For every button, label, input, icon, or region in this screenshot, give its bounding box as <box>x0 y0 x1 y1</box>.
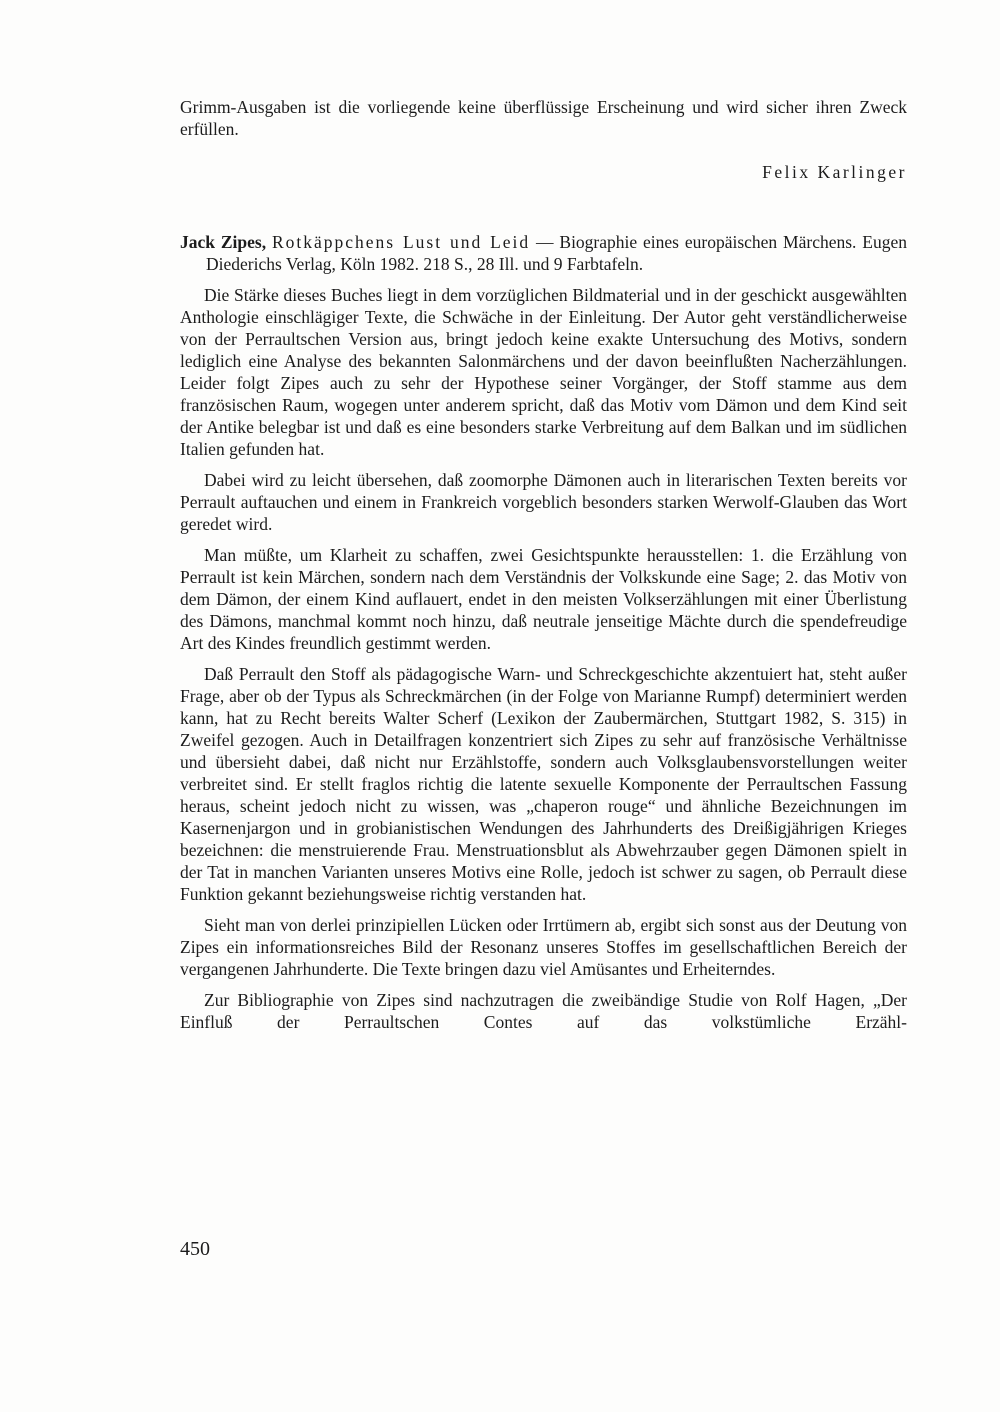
reviewer-signature: Felix Karlinger <box>762 162 907 182</box>
review-book-title: Rotkäppchens Lust und Leid <box>271 232 531 252</box>
review-author: Jack Zipes, <box>180 232 267 252</box>
review-heading <box>180 231 907 275</box>
page-number: 450 <box>180 1238 210 1260</box>
text-block <box>180 96 907 1033</box>
review-paragraph-2: Dabei wird zu leicht übersehen, daß zoomorphe Dämonen auch in literarischen Texten bereits vor Perrault auftauchen und einem in Frankreich vorgeblich besonders starken Werwolf-Glauben das Wort geredet wird. <box>180 470 907 534</box>
review-paragraph-1: Die Stärke dieses Buches liegt in dem vorzüglichen Bildmaterial und in der geschickt ausgewählten Anthologie einschlägiger Texte, die Schwäche in der Einleitung. Der Autor geht verständlicherweise von der Perraultschen Version aus, bringt jedoch keine exakte Untersuchung des Motivs, sondern lediglich eine Analyse des bekannten Salonmärchens und der davon beeinflußten Nacherzählungen. Leider folgt Zipes auch zu sehr der Hypothese seiner Vorgänger, der Stoff stamme aus dem französischen Raum, wogegen unter anderem spricht, daß das Motiv vom Dämon und dem Kind seit der Antike belegbar ist und daß es eine besonders starke Verbreitung auf dem Balkan und im südlichen Italien gefunden hat. <box>180 285 907 459</box>
review-paragraph-4: Daß Perrault den Stoff als pädagogische Warn- und Schreckgeschichte akzentuiert hat, steht außer Frage, aber ob der Typus als Schreckmärchen (in der Folge von Marianne Rumpf) determiniert werden kann, hat zu Recht bereits Walter Scherf (Lexikon der Zaubermärchen, Stuttgart 1982, S. 315) in Zweifel gezogen. Auch in Detailfragen konzentriert sich Zipes zu sehr auf französische Verhältnisse und übersieht dabei, daß nicht nur Erzählstoffe, sondern auch Volksglaubensvorstellungen weiter verbreitet sind. Er stellt fraglos richtig die latente sexuelle Komponente der Perraultschen Fassung heraus, scheint jedoch nicht zu wissen, was „chaperon rouge“ und ähnliche Bezeichnungen im Kasernenjargon und in grobianistischen Wendungen des Jahrhunderts des Dreißigjährigen Krieges bezeichnen: die menstruierende Frau. Menstruationsblut als Abwehrzauber gegen Dämonen spielt in der Tat in manchen Varianten unseres Motivs eine Rolle, jedoch ist schwer zu sagen, ob Perrault diese Funktion gekannt beziehungsweise richtig verstanden hat. <box>180 664 907 904</box>
review-paragraph-3: Man müßte, um Klarheit zu schaffen, zwei Gesichtspunkte herausstellen: 1. die Erzählung von Perrault ist kein Märchen, sondern nach dem Verständnis der Volkskunde eine Sage; 2. das Motiv von dem Dämon, der einem Kind auflauert, endet in den meisten Volkserzählungen mit einer Überlistung des Dämons, manchmal kommt noch hinzu, daß neutrale jenseitige Mächte durch die spendefreudige Art des Kindes freundlich gestimmt werden. <box>180 545 907 653</box>
review-paragraph-6: Zur Bibliographie von Zipes sind nachzutragen die zweibändige Studie von Rolf Hagen, „Der Einfluß der Perraultschen Contes auf das volkstümliche Erzähl- <box>180 990 907 1032</box>
previous-review-ending: Grimm-Ausgaben ist die vorliegende keine überflüssige Erscheinung und wird sicher ihren Zweck erfüllen. <box>180 97 907 139</box>
review-bibliographic-info: — Biographie eines europäischen Märchens. Eugen Diederichs Verlag, Köln 1982. 218 S., 28 Ill. und 9 Farbtafeln. <box>206 232 907 274</box>
review-paragraph-5: Sieht man von derlei prinzipiellen Lücken oder Irrtümern ab, ergibt sich sonst aus der Deutung von Zipes ein informationsreiches Bild der Resonanz unseres Stoffes im gesellschaftlichen Bereich der vergangenen Jahrhunderte. Die Texte bringen dazu viel Amüsantes und Erheiterndes. <box>180 915 907 979</box>
